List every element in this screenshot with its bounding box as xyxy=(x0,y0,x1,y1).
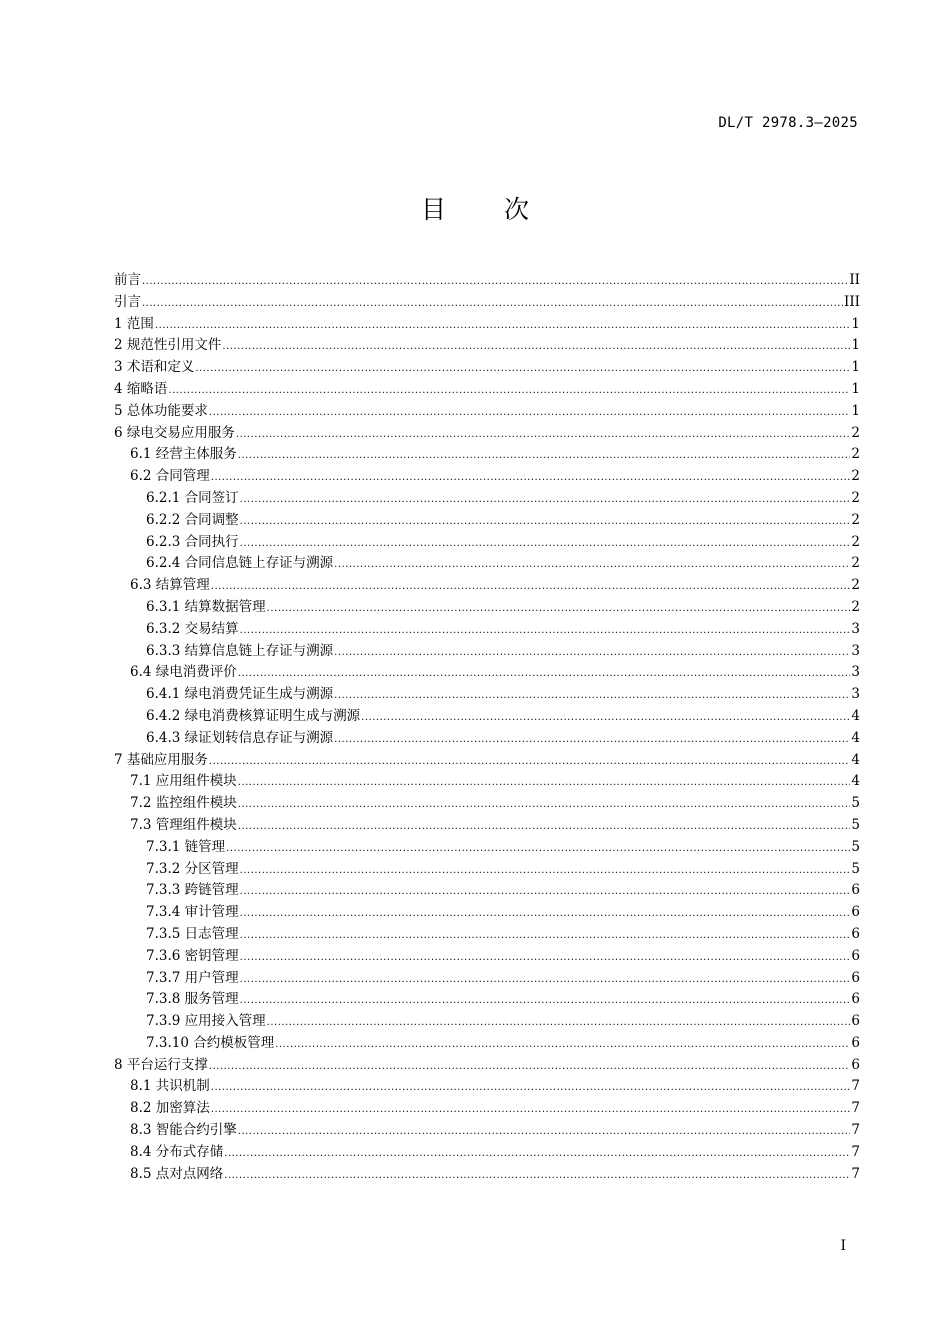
toc-entry-page: 2 xyxy=(851,446,860,463)
toc-dot-leader xyxy=(240,903,851,925)
toc-entry-label: 7.3.9 应用接入管理 xyxy=(146,1013,266,1030)
toc-entry-label: 6.4.2 绿电消费核算证明生成与溯源 xyxy=(146,707,361,724)
toc-entry[interactable] xyxy=(114,1055,860,1077)
toc-entry-page: 5 xyxy=(851,795,860,812)
toc-entry-page: 1 xyxy=(851,359,860,376)
toc-dot-leader xyxy=(209,1056,851,1078)
toc-entry-label: 6.2.2 合同调整 xyxy=(146,511,239,528)
title-char-2: 次 xyxy=(504,195,530,224)
toc-entry-page: 7 xyxy=(851,1100,860,1117)
toc-entry-label: 7.3 管理组件模块 xyxy=(130,816,237,833)
toc-dot-leader xyxy=(240,925,851,947)
toc-dot-leader xyxy=(240,881,851,903)
toc-dot-leader xyxy=(209,402,851,424)
toc-dot-leader xyxy=(155,315,851,337)
toc-dot-leader xyxy=(238,794,851,816)
toc-dot-leader xyxy=(267,1012,851,1034)
toc-entry[interactable] xyxy=(114,815,860,837)
toc-entry-label: 6.1 经营主体服务 xyxy=(130,446,237,463)
toc-entry-page: 4 xyxy=(851,707,860,724)
toc-dot-leader xyxy=(240,947,851,969)
page-number: I xyxy=(840,1238,846,1254)
toc-dot-leader xyxy=(168,380,850,402)
toc-entry-page: 2 xyxy=(851,555,860,572)
toc-entry-page: 3 xyxy=(851,664,860,681)
toc-dot-leader xyxy=(211,1077,851,1099)
toc-entry[interactable] xyxy=(114,379,860,401)
title-char-1: 目 xyxy=(420,195,446,224)
toc-entry-page: III xyxy=(844,293,860,310)
toc-entry-page: 6 xyxy=(851,904,860,921)
toc-entry[interactable] xyxy=(114,510,860,532)
toc-entry[interactable] xyxy=(114,314,860,336)
toc-entry-page: 1 xyxy=(851,402,860,419)
toc-entry-page: 7 xyxy=(851,1078,860,1095)
toc-entry[interactable] xyxy=(114,859,860,881)
toc-entry-label: 6.4.1 绿电消费凭证生成与溯源 xyxy=(146,686,334,703)
toc-dot-leader xyxy=(211,1099,851,1121)
toc-dot-leader xyxy=(238,445,851,467)
toc-entry[interactable] xyxy=(114,771,860,793)
toc-entry-label: 7.3.10 合约模板管理 xyxy=(146,1034,275,1051)
toc-entry-label: 6.3.3 结算信息链上存证与溯源 xyxy=(146,642,334,659)
toc-entry-page: 6 xyxy=(851,969,860,986)
toc-dot-leader xyxy=(195,358,850,380)
toc-entry-page: 1 xyxy=(851,337,860,354)
toc-dot-leader xyxy=(211,467,851,489)
toc-dot-leader xyxy=(224,1165,850,1187)
toc-entry[interactable] xyxy=(114,466,860,488)
toc-entry[interactable] xyxy=(114,597,860,619)
toc-entry-page: 6 xyxy=(851,882,860,899)
toc-entry-label: 8 平台运行支撑 xyxy=(114,1056,208,1073)
toc-entry[interactable] xyxy=(114,750,860,772)
toc-entry[interactable] xyxy=(114,968,860,990)
toc-dot-leader xyxy=(238,663,851,685)
toc-dot-leader xyxy=(240,969,851,991)
toc-entry[interactable] xyxy=(114,270,860,292)
toc-entry-label: 前言 xyxy=(114,272,141,288)
toc-entry-page: 6 xyxy=(851,947,860,964)
toc-entry[interactable] xyxy=(114,335,860,357)
toc-entry-page: 2 xyxy=(851,598,860,615)
toc-dot-leader xyxy=(209,751,851,773)
toc-entry[interactable] xyxy=(114,292,860,314)
toc-dot-leader xyxy=(222,336,850,358)
toc-entry-label: 7 基础应用服务 xyxy=(114,751,208,768)
toc-entry[interactable] xyxy=(114,837,860,859)
table-of-contents xyxy=(114,270,860,1185)
toc-entry[interactable] xyxy=(114,662,860,684)
toc-entry-label: 7.3.2 分区管理 xyxy=(146,860,239,877)
toc-entry[interactable] xyxy=(114,1164,860,1186)
toc-dot-leader xyxy=(240,489,851,511)
toc-entry-label: 1 范围 xyxy=(114,315,154,332)
toc-dot-leader xyxy=(334,685,850,707)
toc-dot-leader xyxy=(240,860,851,882)
toc-entry-label: 7.3.5 日志管理 xyxy=(146,925,239,942)
toc-entry-label: 8.3 智能合约引擎 xyxy=(130,1122,237,1139)
toc-entry-page: 3 xyxy=(851,620,860,637)
toc-entry[interactable] xyxy=(114,924,860,946)
toc-entry-label: 7.1 应用组件模块 xyxy=(130,773,237,790)
toc-entry-label: 6 绿电交易应用服务 xyxy=(114,424,235,441)
toc-entry-label: 7.3.6 密钥管理 xyxy=(146,947,239,964)
toc-entry-label: 6.3.2 交易结算 xyxy=(146,620,239,637)
toc-entry-page: 2 xyxy=(851,424,860,441)
toc-entry[interactable] xyxy=(114,619,860,641)
toc-entry-label: 7.3.3 跨链管理 xyxy=(146,882,239,899)
toc-dot-leader xyxy=(275,1034,850,1056)
toc-entry-label: 6.2.3 合同执行 xyxy=(146,533,239,550)
toc-entry[interactable] xyxy=(114,641,860,663)
toc-entry-page: 5 xyxy=(851,816,860,833)
toc-entry-label: 7.3.8 服务管理 xyxy=(146,991,239,1008)
toc-entry-page: 6 xyxy=(851,1013,860,1030)
toc-entry[interactable] xyxy=(114,728,860,750)
toc-dot-leader xyxy=(334,729,850,751)
toc-entry[interactable] xyxy=(114,684,860,706)
toc-entry[interactable] xyxy=(114,532,860,554)
toc-entry-page: 6 xyxy=(851,991,860,1008)
toc-dot-leader xyxy=(238,816,851,838)
toc-dot-leader xyxy=(238,1121,851,1143)
toc-dot-leader xyxy=(211,576,851,598)
toc-entry-page: 4 xyxy=(851,751,860,768)
toc-entry-label: 3 术语和定义 xyxy=(114,359,195,376)
toc-entry-page: 7 xyxy=(851,1143,860,1160)
toc-entry[interactable] xyxy=(114,706,860,728)
toc-dot-leader xyxy=(240,620,851,642)
toc-entry[interactable] xyxy=(114,1076,860,1098)
toc-entry[interactable] xyxy=(114,401,860,423)
toc-entry-page: II xyxy=(849,272,860,288)
toc-entry[interactable] xyxy=(114,1120,860,1142)
toc-dot-leader xyxy=(142,271,848,293)
toc-entry-page: 4 xyxy=(851,729,860,746)
toc-entry[interactable] xyxy=(114,946,860,968)
document-code: DL/T 2978.3—2025 xyxy=(718,115,858,131)
toc-entry[interactable] xyxy=(114,902,860,924)
toc-entry-label: 6.3 结算管理 xyxy=(130,577,210,594)
toc-entry-page: 5 xyxy=(851,838,860,855)
toc-dot-leader xyxy=(361,707,850,729)
toc-entry-label: 7.3.1 链管理 xyxy=(146,838,226,855)
toc-entry-page: 2 xyxy=(851,468,860,485)
toc-entry-label: 4 缩略语 xyxy=(114,380,168,397)
toc-entry[interactable] xyxy=(114,1033,860,1055)
toc-entry-page: 2 xyxy=(851,489,860,506)
toc-entry-label: 7.2 监控组件模块 xyxy=(130,795,237,812)
toc-entry-label: 7.3.7 用户管理 xyxy=(146,969,239,986)
toc-entry[interactable] xyxy=(114,989,860,1011)
toc-entry-label: 6.4 绿电消费评价 xyxy=(130,664,237,681)
toc-dot-leader xyxy=(240,990,851,1012)
toc-entry-label: 8.5 点对点网络 xyxy=(130,1165,224,1182)
toc-entry[interactable] xyxy=(114,1011,860,1033)
toc-entry-page: 2 xyxy=(851,577,860,594)
toc-entry-label: 引言 xyxy=(114,293,141,310)
toc-entry-page: 6 xyxy=(851,1034,860,1051)
toc-entry-page: 6 xyxy=(851,925,860,942)
toc-entry-page: 2 xyxy=(851,511,860,528)
toc-entry-page: 3 xyxy=(851,642,860,659)
toc-entry[interactable] xyxy=(114,1098,860,1120)
toc-entry-page: 1 xyxy=(851,315,860,332)
toc-entry-label: 6.4.3 绿证划转信息存证与溯源 xyxy=(146,729,334,746)
toc-dot-leader xyxy=(236,424,851,446)
toc-entry-page: 7 xyxy=(851,1122,860,1139)
toc-dot-leader xyxy=(267,598,851,620)
toc-dot-leader xyxy=(142,293,843,315)
toc-entry-page: 4 xyxy=(851,773,860,790)
toc-entry-page: 6 xyxy=(851,1056,860,1073)
toc-entry-label: 6.3.1 结算数据管理 xyxy=(146,598,266,615)
toc-entry[interactable] xyxy=(114,1142,860,1164)
toc-entry[interactable] xyxy=(114,357,860,379)
toc-dot-leader xyxy=(240,511,851,533)
toc-entry[interactable] xyxy=(114,880,860,902)
toc-dot-leader xyxy=(240,533,851,555)
toc-entry-label: 5 总体功能要求 xyxy=(114,402,208,419)
toc-entry-page: 2 xyxy=(851,533,860,550)
toc-entry-label: 6.2.4 合同信息链上存证与溯源 xyxy=(146,555,334,572)
toc-entry[interactable] xyxy=(114,553,860,575)
toc-entry-page: 7 xyxy=(851,1165,860,1182)
toc-entry-label: 7.3.4 审计管理 xyxy=(146,904,239,921)
toc-dot-leader xyxy=(238,772,851,794)
toc-entry[interactable] xyxy=(114,488,860,510)
toc-entry-label: 8.1 共识机制 xyxy=(130,1078,210,1095)
toc-dot-leader xyxy=(334,554,850,576)
toc-entry-label: 8.4 分布式存储 xyxy=(130,1143,224,1160)
toc-dot-leader xyxy=(224,1143,850,1165)
toc-entry[interactable] xyxy=(114,575,860,597)
toc-entry-page: 5 xyxy=(851,860,860,877)
toc-entry-label: 6.2 合同管理 xyxy=(130,468,210,485)
toc-entry-page: 1 xyxy=(851,380,860,397)
toc-entry-label: 6.2.1 合同签订 xyxy=(146,489,239,506)
page-title xyxy=(0,190,950,226)
toc-entry-label: 2 规范性引用文件 xyxy=(114,337,222,354)
toc-dot-leader xyxy=(226,838,850,860)
toc-entry-label: 8.2 加密算法 xyxy=(130,1100,210,1117)
toc-entry-page: 3 xyxy=(851,686,860,703)
toc-entry[interactable] xyxy=(114,423,860,445)
toc-entry[interactable] xyxy=(114,444,860,466)
toc-dot-leader xyxy=(334,642,850,664)
toc-entry[interactable] xyxy=(114,793,860,815)
